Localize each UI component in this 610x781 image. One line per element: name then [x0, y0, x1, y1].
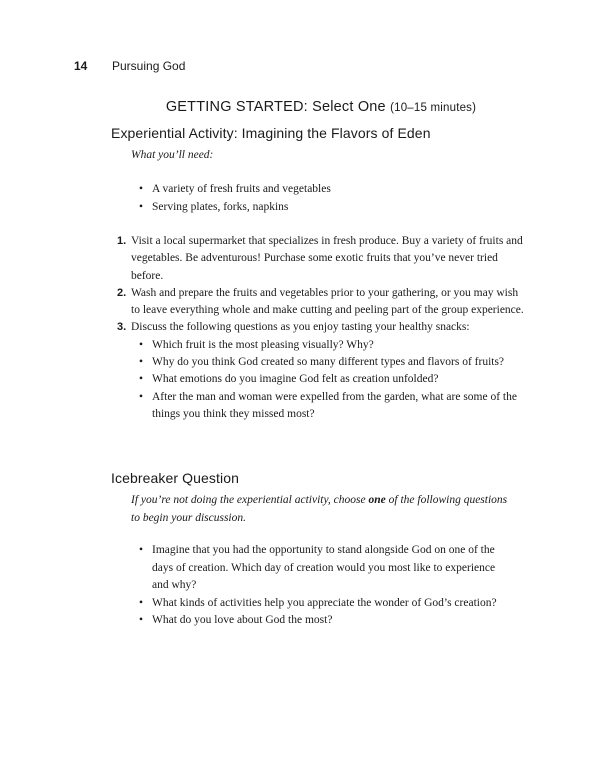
section-title-duration: (10–15 minutes) [390, 102, 477, 114]
list-item: • Serving plates, forks, napkins [139, 199, 511, 217]
step-text: Wash and prepare the fruits and vegetables prior to your gathering, or you may wish to leave everything whole and make cutting and peeling part of the group experience. [131, 286, 524, 317]
step-text: Discuss the following questions as you enjoy tasting your healthy snacks: [131, 321, 470, 334]
step-number: 1. [117, 235, 127, 247]
page-header [74, 59, 185, 73]
list-item: • Which fruit is the most pleasing visually? Why? [139, 337, 529, 354]
step-item [113, 233, 529, 285]
step-number: 3. [117, 321, 127, 334]
section-title-main: GETTING STARTED: Select One [165, 99, 386, 115]
step-number: 2. [117, 286, 127, 299]
list-item: • Why do you think God created so many different types and flavors of fruits? [139, 354, 529, 371]
step-item [113, 319, 529, 423]
need-label: What you’ll need: [131, 149, 214, 161]
list-item: • What emotions do you imagine God felt as creation unfolded? [139, 371, 529, 388]
experiential-heading: Experiential Activity: Imagining the Flavors of Eden [111, 125, 431, 141]
list-item: • Imagine that you had the opportunity to stand alongside God on one of the days of creation. Which day of creation would you most like to experience and why? [139, 542, 511, 595]
step-text: Visit a local supermarket that specializes in fresh produce. Buy a variety of fruits and vegetables. Be adventurous! Purchase some exotic fruits that you’ve never tried before. [131, 235, 523, 282]
list-item: • A variety of fresh fruits and vegetables [139, 181, 511, 199]
list-item: • After the man and woman were expelled from the garden, what are some of the things you think they missed most? [139, 389, 529, 424]
running-title: Pursuing God [112, 59, 186, 73]
section-title [0, 99, 610, 115]
instruction-emphasis: one [368, 494, 386, 506]
instruction-text: of the following questions to begin your discussion. [131, 494, 508, 524]
supplies-list [139, 181, 511, 216]
page-number: 14 [74, 59, 88, 73]
icebreaker-heading: Icebreaker Question [111, 470, 239, 486]
discussion-questions [131, 337, 529, 423]
step-item [113, 285, 529, 320]
icebreaker-questions [139, 542, 511, 630]
icebreaker-instruction [131, 491, 511, 527]
steps-list [113, 233, 529, 423]
list-item: • What kinds of activities help you appreciate the wonder of God’s creation? [139, 595, 511, 613]
list-item: • What do you love about God the most? [139, 612, 511, 630]
instruction-text: If you’re not doing the experiential activity, choose [131, 494, 369, 506]
